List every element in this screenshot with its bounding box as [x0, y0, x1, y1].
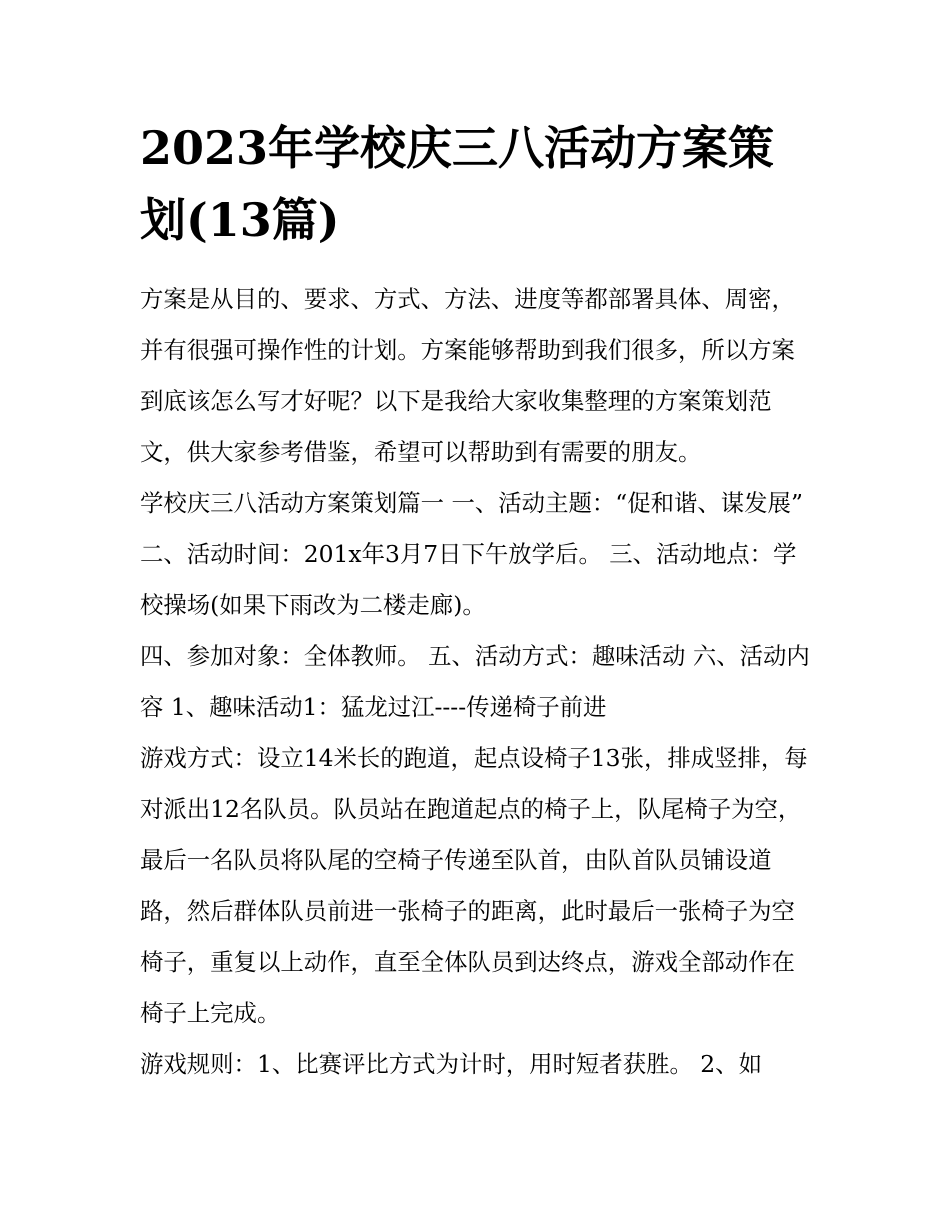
document-body	[140, 274, 815, 1090]
paragraph-game-method: 游戏方式：设立14米长的跑道，起点设椅子13张，排成竖排，每对派出12名队员。队员站在跑道起点的椅子上，队尾椅子为空，最后一名队员将队尾的空椅子传递至队首，由队首队员铺设道路，然后群体队员前进一张椅子的距离，此时最后一张椅子为空椅子，重复以上动作，直至全体队员到达终点，游戏全部动作在椅子上完成。	[140, 744, 808, 1027]
paragraph-participants-content: 四、参加对象：全体教师。 五、活动方式：趣味活动 六、活动内容 1、趣味活动1：猛龙过江----传递椅子前进	[140, 642, 810, 721]
paragraph-activity-theme-time-place: 学校庆三八活动方案策划篇一 一、活动主题：“促和谐、谋发展” 二、活动时间：201x年3月7日下午放学后。 三、活动地点：学校操场(如果下雨改为二楼走廊)。	[140, 489, 803, 619]
paragraph-intro: 方案是从目的、要求、方式、方法、进度等都部署具体、周密，并有很强可操作性的计划。方案能够帮助到我们很多，所以方案到底该怎么写才好呢？以下是我给大家收集整理的方案策划范文，供大家参考借鉴，希望可以帮助到有需要的朋友。	[140, 285, 795, 466]
document-content	[140, 112, 815, 1090]
paragraph-game-rules: 游戏规则：1、比赛评比方式为计时，用时短者获胜。 2、如	[140, 1050, 762, 1078]
document-title: 2023年学校庆三八活动方案策划(13篇)	[140, 121, 775, 247]
